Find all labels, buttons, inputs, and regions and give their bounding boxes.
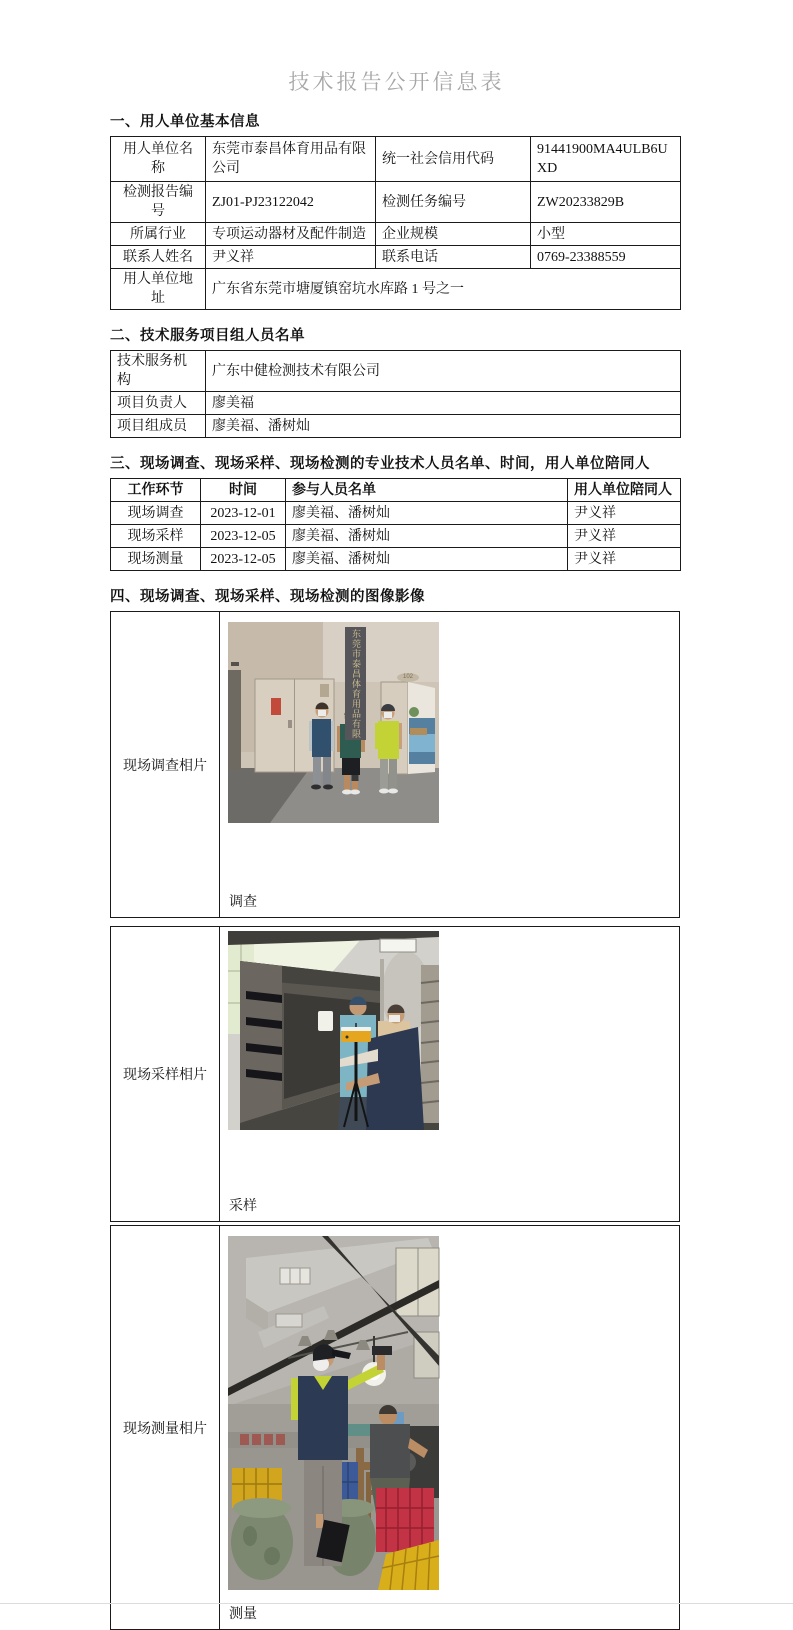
column-header: 工作环节	[111, 479, 201, 502]
table-row	[111, 246, 681, 269]
table-row	[111, 351, 681, 392]
field-value: 廖美福、潘树灿	[206, 415, 681, 438]
survey-photo-cell	[220, 612, 679, 917]
schedule-table	[110, 478, 681, 571]
measurement-photo-cell	[220, 1226, 679, 1629]
table-row	[111, 137, 681, 182]
participants: 廖美福、潘树灿	[286, 548, 568, 571]
survey-photo-label: 现场调查相片	[111, 612, 220, 917]
field-value: 广东中健检测技术有限公司	[206, 351, 681, 392]
participants: 廖美福、潘树灿	[286, 525, 568, 548]
field-label: 所属行业	[111, 223, 206, 246]
field-value: 廖美福	[206, 392, 681, 415]
measurement-photo-row	[110, 1225, 680, 1630]
table-header-row	[111, 479, 681, 502]
accompanying-person: 尹义祥	[568, 502, 681, 525]
field-value: ZJ01-PJ23122042	[206, 182, 376, 223]
measurement-photo	[228, 1236, 439, 1590]
section-heading-project-team: 二、技术服务项目组人员名单	[110, 328, 305, 344]
basic-info-table	[110, 136, 681, 310]
field-label: 检测报告编号	[111, 182, 206, 223]
measurement-photo-caption: 测量	[229, 1607, 257, 1622]
field-value: 广东省东莞市塘厦镇窑坑水库路 1 号之一	[206, 269, 681, 310]
field-label: 用人单位名称	[111, 137, 206, 182]
project-team-table	[110, 350, 681, 438]
section-heading-basic-info: 一、用人单位基本信息	[110, 114, 260, 130]
field-label: 联系电话	[376, 246, 531, 269]
accompanying-person: 尹义祥	[568, 525, 681, 548]
field-label: 联系人姓名	[111, 246, 206, 269]
measurement-photo-label: 现场测量相片	[111, 1226, 220, 1629]
sampling-photo-cell	[220, 927, 679, 1221]
field-label: 技术服务机构	[111, 351, 206, 392]
field-label: 检测任务编号	[376, 182, 531, 223]
survey-photo-image	[228, 622, 439, 823]
page-title: 技术报告公开信息表	[288, 70, 505, 94]
sampling-photo-label: 现场采样相片	[111, 927, 220, 1221]
field-value: 0769-23388559	[531, 246, 681, 269]
field-label: 项目负责人	[111, 392, 206, 415]
work-step: 现场调查	[111, 502, 201, 525]
table-row	[111, 392, 681, 415]
survey-photo-row	[110, 611, 680, 918]
table-row	[111, 502, 681, 525]
section-heading-photos: 四、现场调查、现场采样、现场检测的图像影像	[110, 589, 425, 605]
field-value: 91441900MA4ULB6UXD	[531, 137, 681, 182]
table-row	[111, 182, 681, 223]
accompanying-person: 尹义祥	[568, 548, 681, 571]
section-heading-schedule: 三、现场调查、现场采样、现场检测的专业技术人员名单、时间，用人单位陪同人	[110, 456, 650, 472]
column-header: 时间	[201, 479, 286, 502]
table-row	[111, 269, 681, 310]
field-value: 东莞市泰昌体育用品有限公司	[206, 137, 376, 182]
field-value: 专项运动器材及配件制造	[206, 223, 376, 246]
column-header: 用人单位陪同人	[568, 479, 681, 502]
table-row	[111, 223, 681, 246]
sampling-photo-image	[228, 931, 439, 1130]
sampling-photo-caption: 采样	[229, 1199, 257, 1214]
document-content	[110, 110, 682, 1630]
sampling-photo	[228, 931, 439, 1130]
work-step: 现场采样	[111, 525, 201, 548]
field-label: 用人单位地址	[111, 269, 206, 310]
company-sign: 东莞市泰昌体育用品有限	[345, 627, 366, 740]
table-row	[111, 415, 681, 438]
work-date: 2023-12-05	[201, 525, 286, 548]
field-value: 小型	[531, 223, 681, 246]
sampling-photo-row	[110, 926, 680, 1222]
table-row	[111, 548, 681, 571]
participants: 廖美福、潘树灿	[286, 502, 568, 525]
work-step: 现场测量	[111, 548, 201, 571]
survey-photo-caption: 调查	[229, 895, 257, 910]
work-date: 2023-12-05	[201, 548, 286, 571]
field-label: 项目组成员	[111, 415, 206, 438]
survey-photo	[228, 622, 439, 823]
field-value: ZW20233829B	[531, 182, 681, 223]
work-date: 2023-12-01	[201, 502, 286, 525]
table-row	[111, 525, 681, 548]
field-label: 企业规模	[376, 223, 531, 246]
door-number-sign: 102	[397, 673, 419, 682]
column-header: 参与人员名单	[286, 479, 568, 502]
field-value: 尹义祥	[206, 246, 376, 269]
measurement-photo-image	[228, 1236, 439, 1590]
field-label: 统一社会信用代码	[376, 137, 531, 182]
